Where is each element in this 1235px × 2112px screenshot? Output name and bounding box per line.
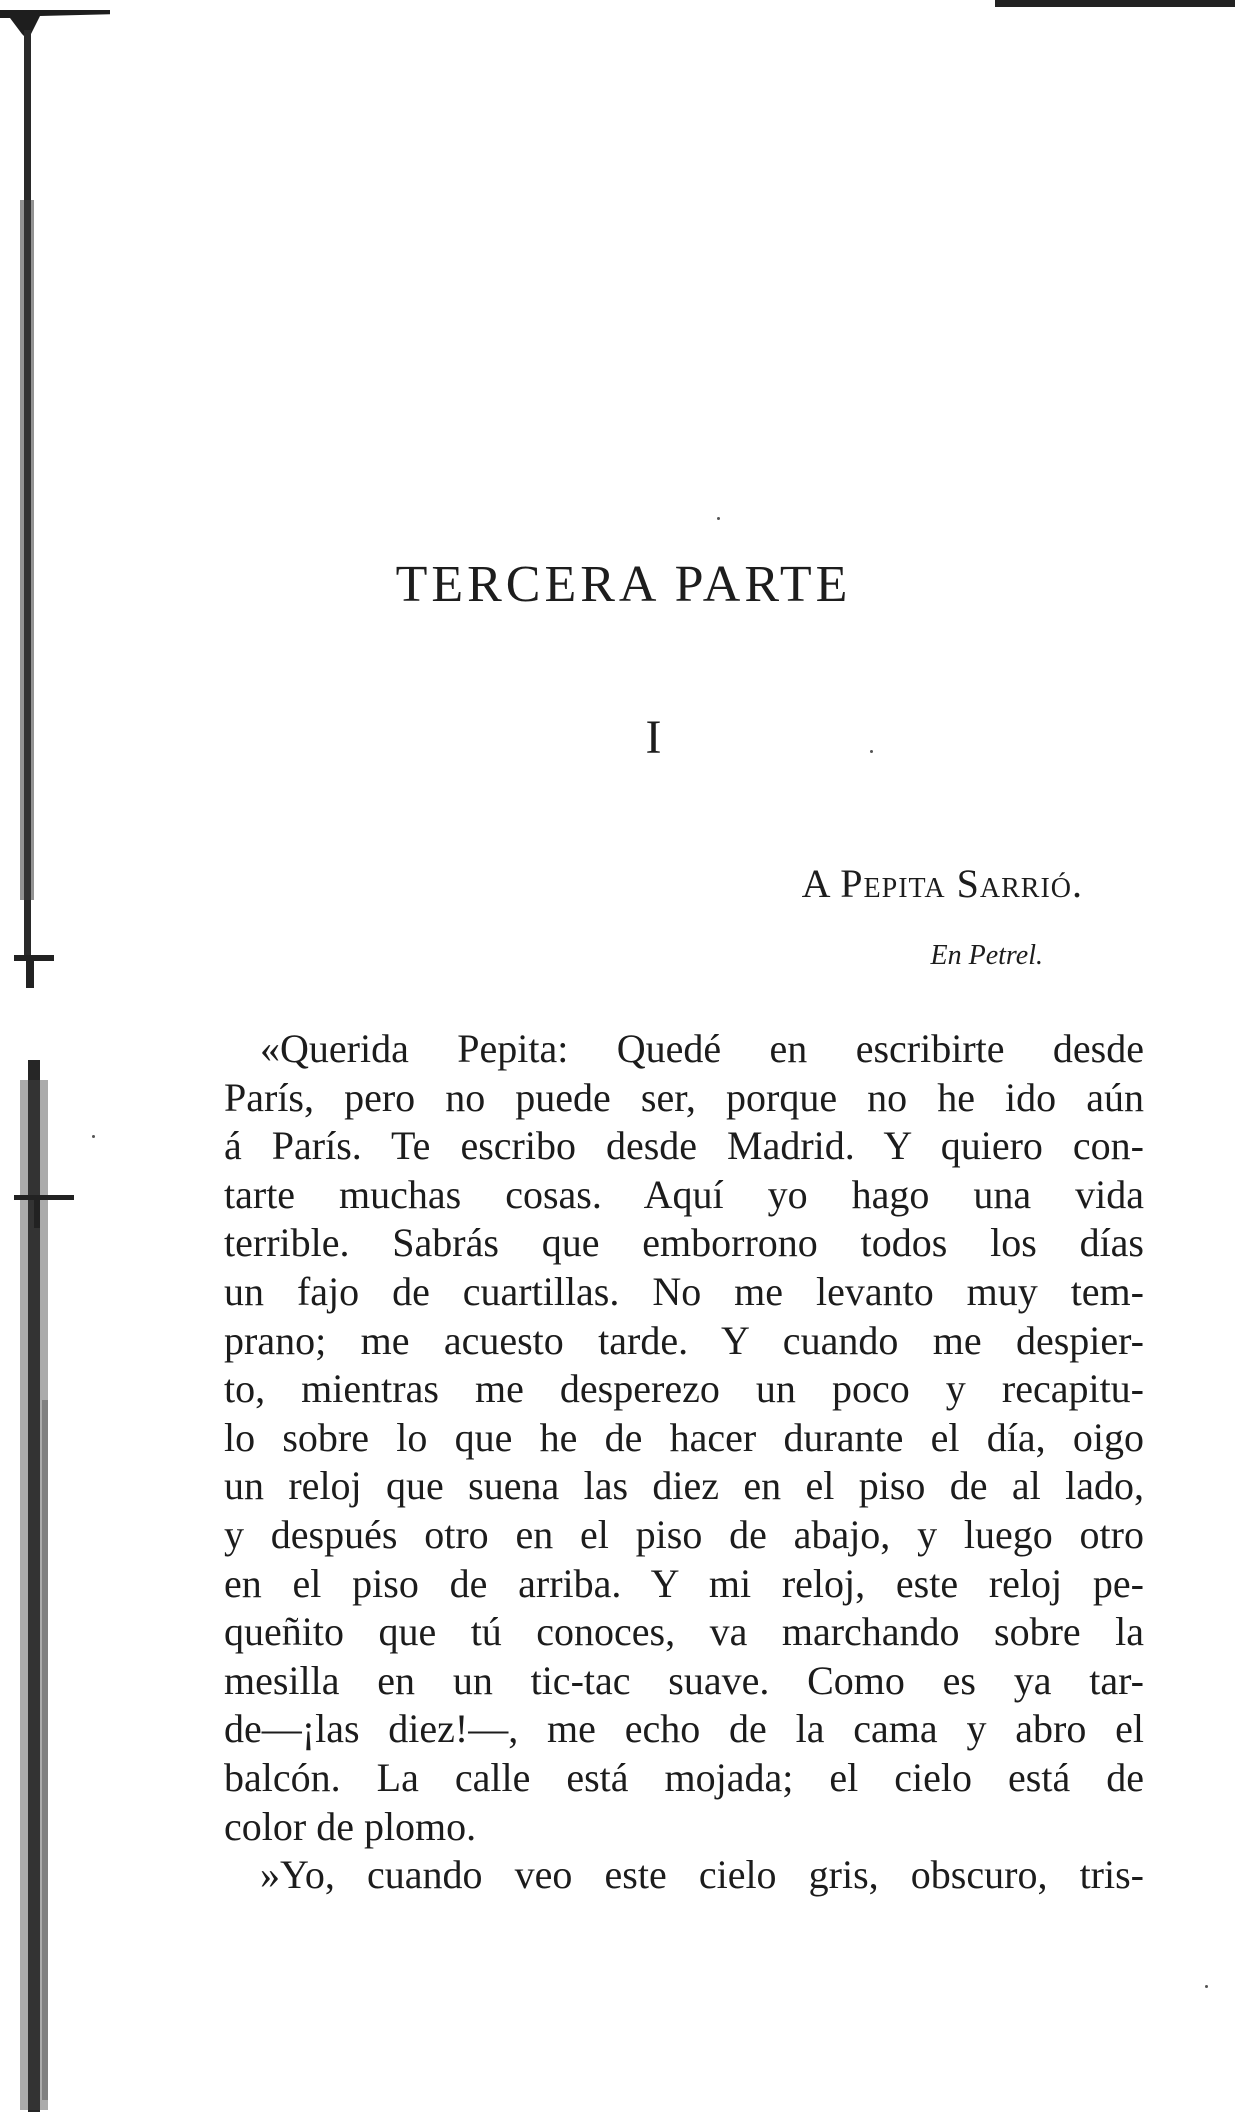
text-line: queñito que tú conoces, va marchando sobre la xyxy=(224,1609,1144,1655)
scan-speck xyxy=(717,517,720,520)
text-line: y después otro en el piso de abajo, y luego otro xyxy=(224,1511,1144,1557)
scan-speck xyxy=(870,750,873,753)
text-line: to, mientras me desperezo un poco y recapitu- xyxy=(224,1366,1144,1412)
letter-addressee: A Pepita Sarrió. xyxy=(801,861,1083,906)
text-line: »Yo, cuando veo este cielo gris, obscuro, tris- xyxy=(260,1852,1144,1898)
scan-speck xyxy=(1205,1985,1208,1988)
text-line: tarte muchas cosas. Aquí yo hago una vida xyxy=(224,1171,1144,1217)
chapter-number: I xyxy=(645,711,662,764)
text-line: París, pero no puede ser, porque no he ido aún xyxy=(224,1074,1144,1120)
text-line: prano; me acuesto tarde. Y cuando me despier- xyxy=(224,1317,1144,1363)
letter-place: En Petrel. xyxy=(930,940,1043,971)
text-line: lo sobre lo que he de hacer durante el día, oigo xyxy=(224,1414,1144,1460)
text-line: un reloj que suena las diez en el piso de al lado, xyxy=(224,1463,1144,1509)
text-line: á París. Te escribo desde Madrid. Y quiero con- xyxy=(224,1123,1144,1169)
text-line: «Querida Pepita: Quedé en escribirte desde xyxy=(260,1026,1144,1071)
part-title: TERCERA PARTE xyxy=(395,556,852,613)
scan-speck xyxy=(92,1135,95,1138)
text-line: en el piso de arriba. Y mi reloj, este reloj pe- xyxy=(224,1560,1144,1606)
text-line: de—¡las diez!—, me echo de la cama y abro el xyxy=(224,1706,1144,1752)
top-edge-rule xyxy=(995,0,1235,7)
text-line: mesilla en un tic-tac suave. Como es ya tar- xyxy=(224,1657,1144,1703)
letter-body xyxy=(224,1025,1144,1900)
text-line: un fajo de cuartillas. No me levanto muy tem- xyxy=(224,1268,1144,1314)
text-line: color de plomo. xyxy=(224,1803,477,1849)
text-line: terrible. Sabrás que emborrono todos los días xyxy=(224,1220,1144,1266)
binding-gutter xyxy=(0,0,110,2112)
text-line: balcón. La calle está mojada; el cielo está de xyxy=(224,1754,1144,1800)
